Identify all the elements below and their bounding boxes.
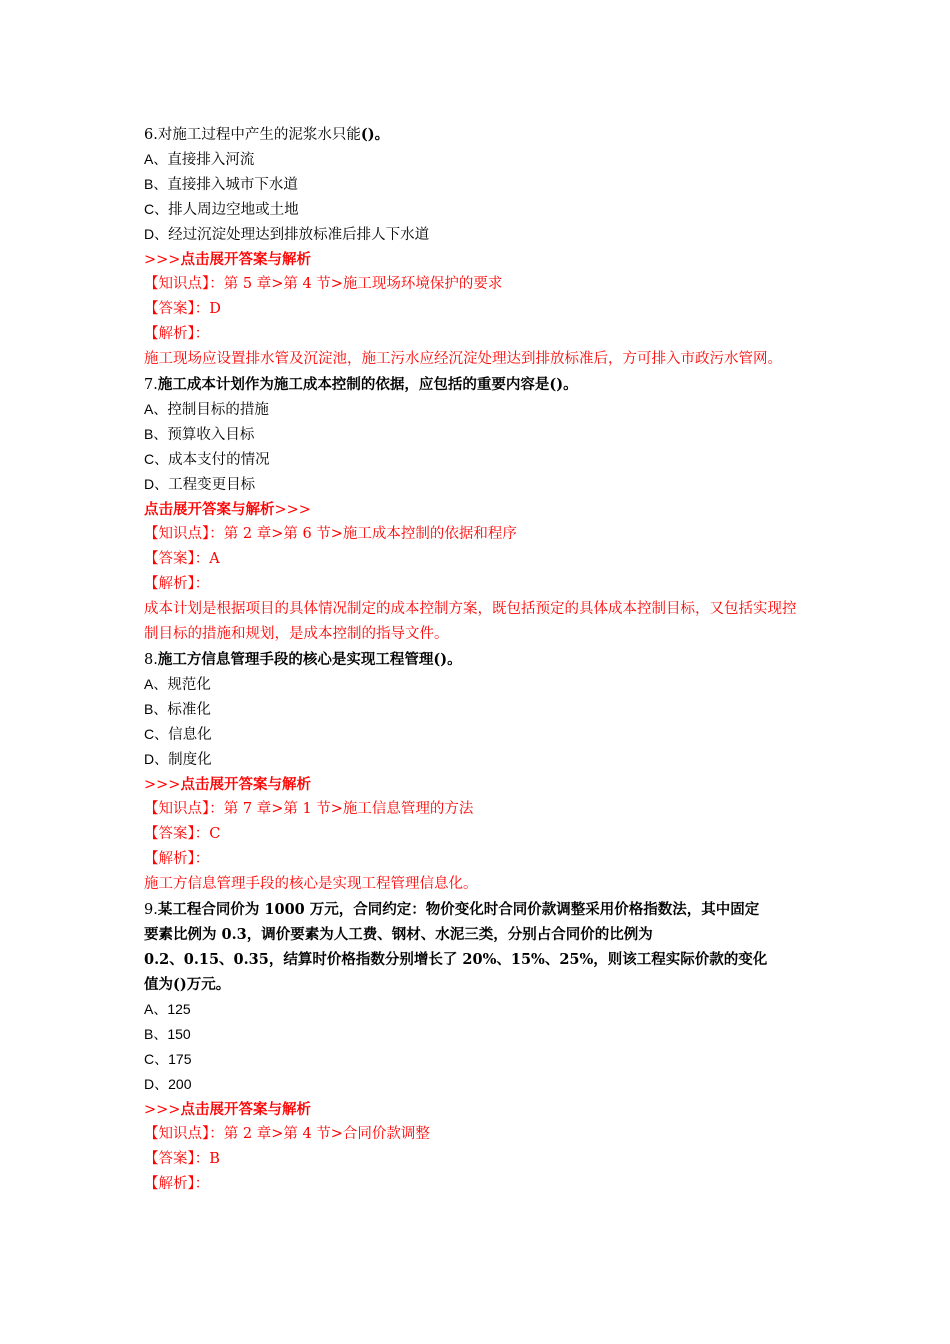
explanation-text: 施工方信息管理手段的核心是实现工程管理信息化。 <box>144 876 478 892</box>
question-list <box>144 122 809 1197</box>
option-d: D、制度化 <box>144 751 212 768</box>
answer: 【答案】：C <box>144 826 221 842</box>
question-stem: 7.施工成本计划作为施工成本控制的依据，应包括的重要内容是()。 <box>144 376 578 393</box>
option-c: C、排人周边空地或土地 <box>144 201 299 218</box>
question-stem: 6.对施工过程中产生的泥浆水只能()。 <box>144 126 390 143</box>
option-b: B、直接排入城市下水道 <box>144 176 298 193</box>
expand-answer-link[interactable]: 点击展开答案与解析>>> <box>144 501 311 518</box>
option-a: A、控制目标的措施 <box>144 401 269 418</box>
option-d: D、工程变更目标 <box>144 476 256 493</box>
option-d: D、200 <box>144 1076 192 1092</box>
question-stem-line-3: 0.2、0.15、0.35，结算时价格指数分别增长了 20%、15%、25%，则该工程实际价款的变化 <box>144 951 768 968</box>
question-stem-line-2: 要素比例为 0.3，调价要素为人工费、钢材、水泥三类，分别占合同价的比例为 <box>144 926 653 943</box>
option-a: A、规范化 <box>144 676 211 693</box>
knowledge-point: 【知识点】：第 7 章>第 1 节>施工信息管理的方法 <box>144 801 474 817</box>
option-c: C、175 <box>144 1051 192 1067</box>
knowledge-point: 【知识点】：第 5 章>第 4 节>施工现场环境保护的要求 <box>144 276 503 292</box>
explanation-text: 施工现场应设置排水管及沉淀池，施工污水应经沉淀处理达到排放标准后，方可排入市政污水管网。 <box>144 351 782 367</box>
option-a: A、125 <box>144 1001 191 1017</box>
question-stem-line-1: 9.某工程合同价为 1000 万元，合同约定：物价变化时合同价款调整采用价格指数法，其中固定 <box>144 901 760 918</box>
question-7 <box>144 372 809 647</box>
question-stem-line-4: 值为()万元。 <box>144 976 231 993</box>
explanation-label: 【解析】： <box>144 326 210 342</box>
option-b: B、预算收入目标 <box>144 426 255 443</box>
question-9 <box>144 897 809 1197</box>
expand-answer-link[interactable]: >>>点击展开答案与解析 <box>144 776 311 793</box>
explanation-label: 【解析】： <box>144 1176 210 1192</box>
expand-answer-link[interactable]: >>>点击展开答案与解析 <box>144 1101 311 1118</box>
answer: 【答案】：B <box>144 1151 220 1167</box>
explanation-label: 【解析】： <box>144 851 210 867</box>
knowledge-point: 【知识点】：第 2 章>第 6 节>施工成本控制的依据和程序 <box>144 526 517 542</box>
option-a: A、直接排入河流 <box>144 151 255 168</box>
question-stem: 8.施工方信息管理手段的核心是实现工程管理()。 <box>144 651 462 668</box>
option-b: B、标准化 <box>144 701 211 718</box>
option-d: D、经过沉淀处理达到排放标准后排人下水道 <box>144 226 430 243</box>
expand-answer-link[interactable]: >>>点击展开答案与解析 <box>144 251 311 268</box>
knowledge-point: 【知识点】：第 2 章>第 4 节>合同价款调整 <box>144 1126 430 1142</box>
option-c: C、成本支付的情况 <box>144 451 270 468</box>
answer: 【答案】：D <box>144 301 221 317</box>
explanation-label: 【解析】： <box>144 576 210 592</box>
option-c: C、信息化 <box>144 726 212 743</box>
question-6 <box>144 122 809 372</box>
explanation-text: 成本计划是根据项目的具体情况制定的成本控制方案，既包括预定的具体成本控制目标，又包括实现控制目标的措施和规划，是成本控制的指导文件。 <box>144 601 797 642</box>
answer: 【答案】：A <box>144 551 220 567</box>
question-8 <box>144 647 809 897</box>
option-b: B、150 <box>144 1026 191 1042</box>
